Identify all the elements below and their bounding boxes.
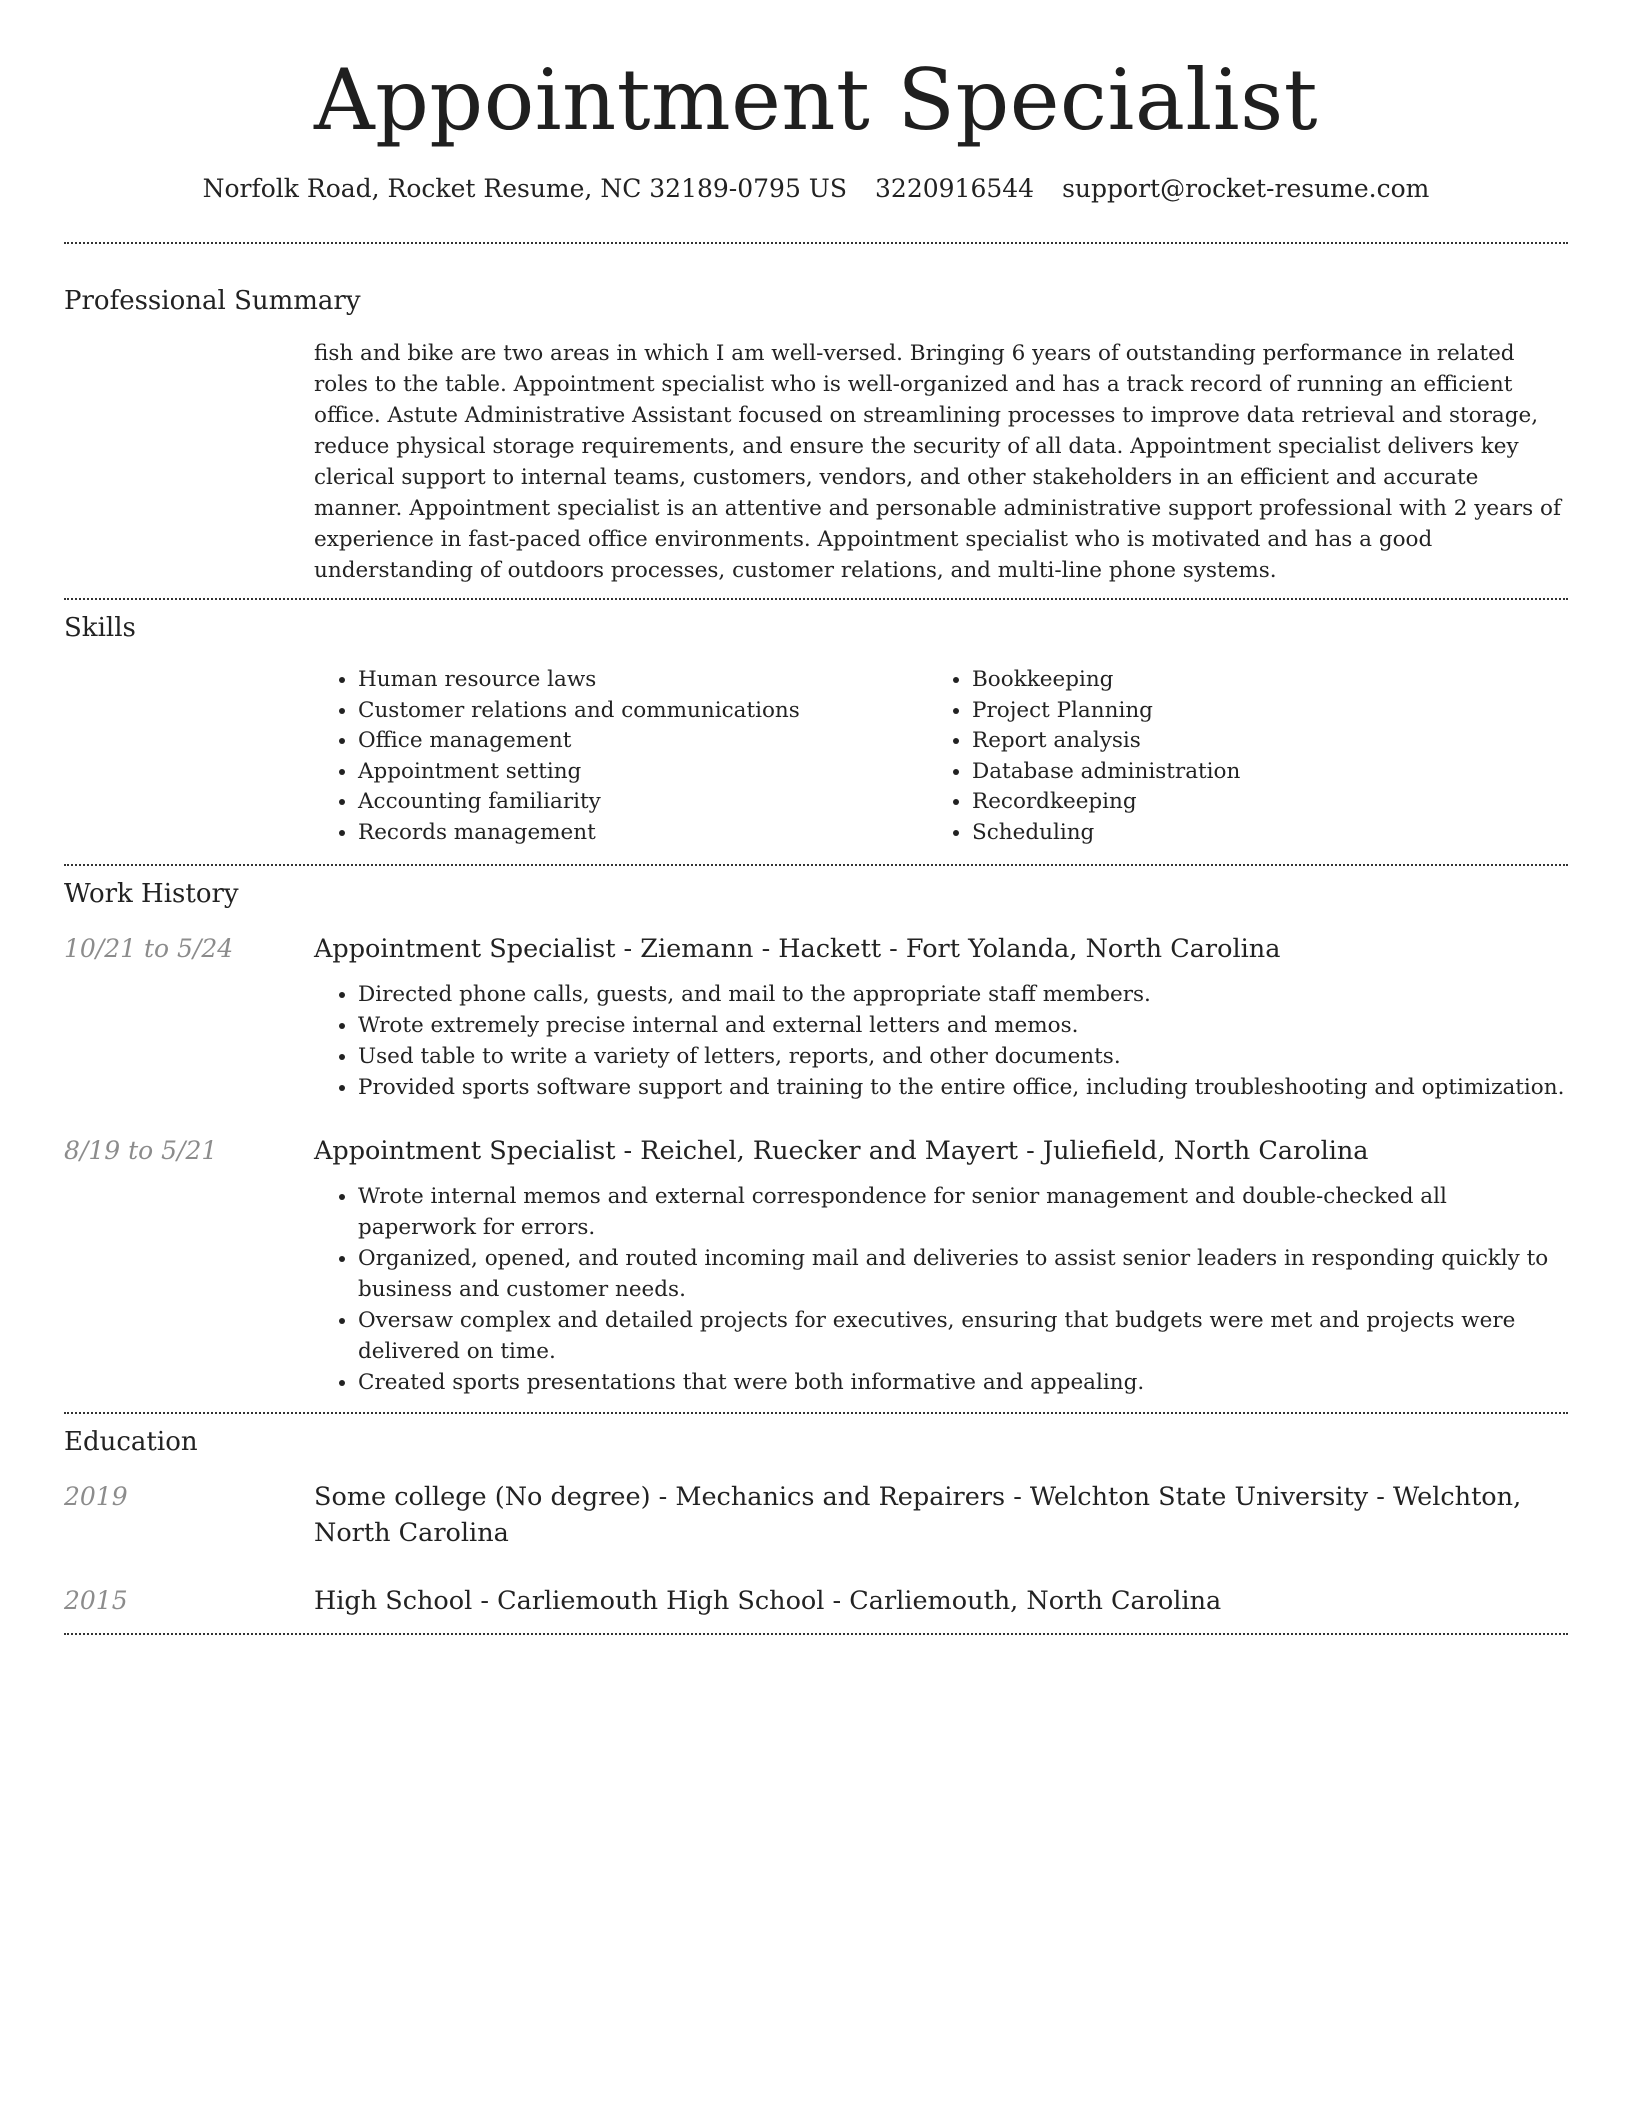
list-item: • Provided sports software support and training to the entire office, including troubleshooting and optimization. [358,1072,1568,1103]
skill-item: • Human resource laws [358,665,928,696]
section-title-summary: Professional Summary [64,286,361,316]
work-entry [64,931,1568,967]
resume-page [64,0,1568,1635]
education-heading: High School - Carliemouth High School - Carliemouth, North Carolina [314,1586,1222,1616]
skill-item: • Accounting familiarity [358,787,928,818]
summary-text: fish and bike are two areas in which I am well-versed. Bringing 6 years of outstanding performance in related roles to the table. Appointment specialist who is well-organized and has a track record of running an efficient office. Astute Administrative Assistant focused on streamlining processes to improve data retrieval and storage, reduce physical storage requirements, and ensure the security of all data. Appointment specialist delivers key clerical support to internal teams, customers, vendors, and other stakeholders in an efficient and accurate manner. Appointment specialist is an attentive and personable administrative support professional with 2 years of experience in fast-paced office environments. Appointment specialist who is motivated and has a good understanding of outdoors processes, customer relations, and multi-line phone systems. [314,341,1561,583]
list-item: • Wrote extremely precise internal and external letters and memos. [358,1010,1568,1041]
section-title-skills: Skills [64,613,136,643]
skill-item: • Records management [358,818,928,849]
divider [64,598,1568,600]
work-dates: 10/21 to 5/24 [64,934,234,963]
divider [64,1633,1568,1635]
work-heading: Appointment Specialist - Ziemann - Hackett - Fort Yolanda, North Carolina [314,934,1281,964]
education-heading: Some college (No degree) - Mechanics and Repairers - Welchton State University - Welchton, North Carolina [314,1482,1522,1548]
skill-item: • Report analysis [972,726,1542,757]
skill-item: • Project Planning [972,696,1542,727]
skill-item: • Database administration [972,757,1542,788]
divider [64,242,1568,244]
divider [64,1412,1568,1414]
list-item: • Directed phone calls, guests, and mail to the appropriate staff members. [358,979,1568,1010]
skills-grid [314,665,1568,848]
work-dates: 8/19 to 5/21 [64,1136,218,1165]
candidate-name: Appointment Specialist [313,51,1319,149]
phone: 3220916544 [875,174,1035,203]
education-entry [64,1479,1568,1551]
section-title-work: Work History [64,879,239,909]
divider [64,864,1568,866]
work-bullets [314,1181,1568,1398]
skill-item: • Bookkeeping [972,665,1542,696]
education-year: 2015 [64,1586,128,1615]
contact-line [64,172,1568,206]
list-item: • Created sports presentations that were both informative and appealing. [358,1367,1568,1398]
section-title-education: Education [64,1427,198,1457]
work-bullets [314,979,1568,1103]
list-item: • Wrote internal memos and external correspondence for senior management and double-checked all paperwork for errors. [358,1181,1568,1243]
work-entry [64,1133,1568,1169]
work-heading: Appointment Specialist - Reichel, Ruecker and Mayert - Juliefield, North Carolina [314,1136,1369,1166]
skills-column-left [314,665,928,848]
education-entry [64,1583,1568,1619]
skill-item: • Recordkeeping [972,787,1542,818]
resume-header [64,0,1568,206]
skills-column-right [928,665,1542,848]
list-item: • Used table to write a variety of letters, reports, and other documents. [358,1041,1568,1072]
list-item: • Oversaw complex and detailed projects for executives, ensuring that budgets were met and projects were delivered on time. [358,1305,1568,1367]
education-year: 2019 [64,1482,128,1511]
list-item: • Organized, opened, and routed incoming mail and deliveries to assist senior leaders in responding quickly to business and customer needs. [358,1243,1568,1305]
skill-item: • Customer relations and communications [358,696,928,727]
skill-item: • Scheduling [972,818,1542,849]
address: Norfolk Road, Rocket Resume, NC 32189-0795 US [202,174,848,203]
email: support@rocket-resume.com [1062,174,1430,203]
skill-item: • Appointment setting [358,757,928,788]
skill-item: • Office management [358,726,928,757]
